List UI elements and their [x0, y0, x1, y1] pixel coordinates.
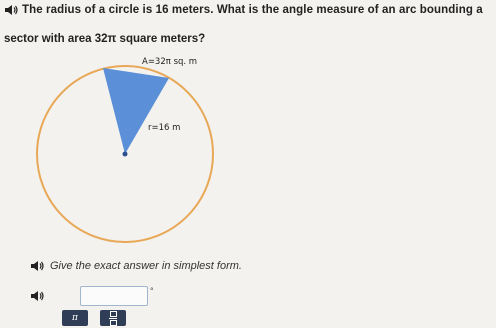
area-label: A=32π sq. m [142, 57, 198, 67]
question-line-1 [4, 4, 483, 16]
pi-button[interactable]: π [62, 310, 88, 326]
speaker-icon[interactable] [30, 260, 44, 272]
circle-sector-figure [30, 52, 220, 247]
answer-row [30, 286, 154, 306]
question-text-line2: sector with area 32π square meters? [4, 33, 206, 45]
radius-label: r=16 m [148, 123, 181, 133]
fraction-button[interactable] [100, 310, 126, 326]
degree-symbol: ° [150, 286, 154, 296]
answer-input[interactable] [80, 286, 148, 306]
speaker-icon[interactable] [30, 290, 44, 302]
instruction-text: Give the exact answer in simplest form. [50, 260, 242, 272]
instruction-row [30, 260, 242, 272]
question-text-line1: The radius of a circle is 16 meters. What is the angle measure of an arc bounding a [22, 4, 483, 16]
fraction-icon [109, 311, 117, 326]
sector-shape [103, 68, 169, 154]
math-toolbar [62, 310, 126, 326]
center-point [123, 152, 128, 157]
speaker-icon[interactable] [4, 4, 18, 16]
